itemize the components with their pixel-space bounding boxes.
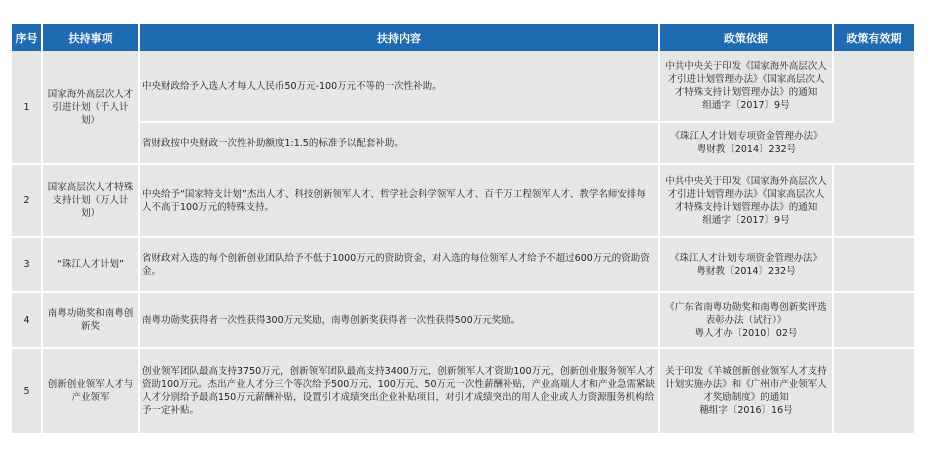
header-no: 序号 [12,24,42,51]
row-no: 4 [12,292,42,348]
header-validity: 政策有效期 [833,24,914,51]
row-validity [833,164,914,237]
row-item: 国家高层次人才特殊支持计划（万人计划） [42,164,139,237]
row-content: 创业领军团队最高支持3750万元，创新领军团队最高支持3400万元，创新领军人才资助100万元，创新创业服务领军人才资助100万元。杰出产业人才分三个等次给予500万元、100万元、50万元一次性薪酬补贴，产业高端人才和产业急需紧缺人才分别给予最高150万元薪酬补贴，设置引才成绩突出企业补贴项目，对引才成绩突出的用人企业或人力资源服务机构给予一定补贴。 [139,348,659,434]
table-row [12,348,914,434]
row-validity [833,51,914,164]
table-row [12,292,914,348]
row-content: 中央给予“国家特支计划”杰出人才、科技创新领军人才、哲学社会科学领军人才、百千万工程领军人才、教学名师安排每人不高于100万元的特殊支持。 [139,164,659,237]
header-content: 扶持内容 [139,24,659,51]
table-row [12,122,914,164]
row-basis: 关于印发《羊城创新创业领军人才支持计划实施办法》和《广州市产业领军人才奖励制度》的通知 穗组字〔2016〕16号 [659,348,833,434]
table-row [12,51,914,122]
policy-table [12,24,914,435]
row-item: 创新创业领军人才与产业领军 [42,348,139,434]
row-no: 5 [12,348,42,434]
row-content: 中央财政给予入选人才每人人民币50万元-100万元不等的一次性补助。 [139,51,659,122]
row-validity [833,237,914,292]
row-validity [833,292,914,348]
row-item: 南粤功勋奖和南粤创新奖 [42,292,139,348]
row-item: 国家海外高层次人才引进计划（千人计划） [42,51,139,164]
row-validity [833,348,914,434]
row-content: 南粤功勋奖获得者一次性获得300万元奖励，南粤创新奖获得者一次性获得500万元奖励。 [139,292,659,348]
table-row [12,164,914,237]
table-row [12,237,914,292]
row-no: 3 [12,237,42,292]
row-basis: 《广东省南粤功勋奖和南粤创新奖评选表彰办法（试行）》 粤人才办〔2010〕02号 [659,292,833,348]
row-basis: 《珠江人才计划专项资金管理办法》 粤财教〔2014〕232号 [659,122,833,164]
header-item: 扶持事项 [42,24,139,51]
row-item: “珠江人才计划” [42,237,139,292]
policy-table-wrapper [12,24,914,435]
row-basis: 中共中央关于印发《国家海外高层次人才引进计划管理办法》《国家高层次人才特殊支持计划管理办法》的通知 组通字〔2017〕9号 [659,51,833,122]
row-basis: 中共中央关于印发《国家海外高层次人才引进计划管理办法》《国家高层次人才特殊支持计划管理办法》的通知 组通字〔2017〕9号 [659,164,833,237]
row-no: 1 [12,51,42,164]
row-content: 省财政对入选的每个创新创业团队给予不低于1000万元的资助资金，对入选的每位领军人才给予不超过600万元的资助资金。 [139,237,659,292]
header-basis: 政策依据 [659,24,833,51]
row-no: 2 [12,164,42,237]
row-basis: 《珠江人才计划专项资金管理办法》 粤财教〔2014〕232号 [659,237,833,292]
row-content: 省财政按中央财政一次性补助额度1:1.5的标准予以配套补助。 [139,122,659,164]
table-header-row [12,24,914,51]
